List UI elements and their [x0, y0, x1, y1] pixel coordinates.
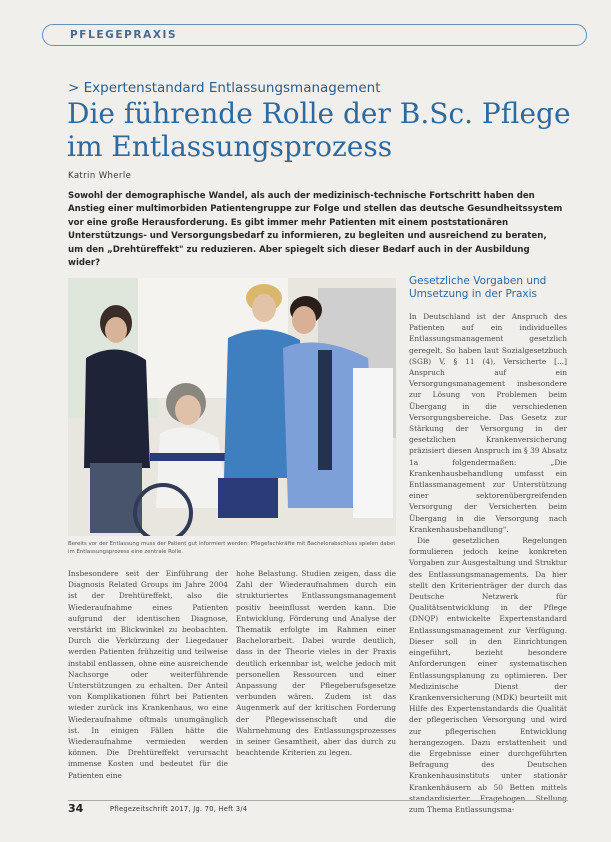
photo-illustration [68, 278, 396, 536]
page-number: 34 [68, 802, 84, 815]
body-paragraph: In Deutschland ist der Anspruch des Patienten auf ein individuelles Entlassungsmanagement gesetzlich geregelt. So haben laut Sozialgesetzbuch (SGB) V, § 11 (4), Versicherte [...] Anspruch auf ein Versorgungsmanagement insbesondere zur Lösung von Problemen beim Übergang in die verschiedenen Versorgungsbereiche. Das Gesetz zur Stärkung der Versorgung in der gesetzlichen Krankenversicherung präzisiert diesen Anspruch im § 39 Absatz 1a folgendermaßen: „Die Krankenhausbehandlung umfasst ein Entlassmanagement zur Unterstützung einer sektorenübergreifenden Versorgung der Versicherten beim Übergang in die Versorgung nach Krankenhausbehandlung". [409, 312, 567, 534]
article-kicker: > Expertenstandard Entlassungsmanagement [68, 80, 381, 96]
article-author: Katrin Wherle [68, 171, 132, 181]
journal-citation: Pflegezeitschrift 2017, Jg. 70, Heft 3/4 [110, 805, 248, 813]
article-photo [68, 278, 396, 536]
body-paragraph: hohe Belastung. Studien zeigen, dass die Zahl der Wiederaufnahmen durch ein strukturiertes Entlassungsmanagement positiv beeinflusst werden kann. Die Entwicklung, Förderung und Analyse der Thematik erfolgte im Rahmen einer Bachelorarbeit. Dabei wurde deutlich, dass in der Theorie vieles in der Praxis deutlich erkennbar ist, welche jedoch mit personellen Ressourcen und einer Anpassung der Pflegeberufsgesetze verbunden wären. Zudem ist das Augenmerk auf der kritischen Forderung der Pflegewissenschaft und die Wahrnehmung des Entlassungsprozesses in seiner Gesamtheit, aber das durch zu beachtende Kriterien zu legen. [236, 569, 396, 758]
article-title: Die führende Rolle der B.Sc. Pflege im Entlassungsprozess [67, 97, 571, 163]
body-paragraph: Die gesetzlichen Regelungen formulieren jedoch keine konkreten Vorgaben zur Ausgestaltung und Struktur des Entlassungsmanagements. Da hier stellt den Kriterienträger der durch das Deutsche Netzwerk für Qualitätsentwicklung in der Pflege (DNQP) entwickelte Expertenstandard Entlassungsmanagement zur Verfügung. Dieser soll in den Einrichtungen eingeführt, bezieht besondere Anforderungen einer systematischen Entlassungsplanung zu optimieren. Der Medizinische Dienst der Krankenversicherung (MDK) beurteilt mit Hilfe des Expertenstandards die Qualität der pflegerischen Versorgung und wird zur pflegerischen Entwicklung herangezogen. Dazu erstattenheit und die Ergebnisse einer durchgeführten Befragung des Deutschen Krankenhausinstituts unter stationär Krankenhäusern ab 50 Betten mittels standardisierter Fragebogen Stellung zum Thema Entlassungsma- [409, 536, 567, 814]
body-column-2 [236, 568, 396, 758]
section-label: PFLEGEPRAXIS [70, 29, 178, 41]
section-subheading: Gesetzliche Vorgaben und Umsetzung in der Praxis [409, 275, 547, 300]
body-column-3 [409, 311, 567, 815]
article-lead: Sowohl der demographische Wandel, als auch der medizinisch-technische Fortschritt haben den Anstieg einer multimorbiden Patientengruppe zur Folge und stellen das deutsche Gesundheitssystem vor eine große Herausforderung. Es gibt immer mehr Patienten mit einem poststationären Unterstützungs- und Versorgungsbedarf zu informieren, zu begleiten und ausreichend zu beraten, um den „Drehtüreffekt" zu reduzieren. Aber spiegelt sich dieser Bedarf auch in der Ausbildung wider? [68, 191, 563, 269]
footer-rule [68, 800, 568, 801]
body-column-1 [68, 568, 228, 781]
photo-caption: Bereits vor der Entlassung muss der Patient gut informiert werden: Pflegefachkräfte mit Bachelorabschluss spielen dabei im Entlassungsprozess eine zentrale Rolle. [68, 541, 395, 555]
body-paragraph: Insbesondere seit der Einführung der Diagnosis Related Groups im Jahre 2004 ist der Drehtüreffekt, also die Wiederaufnahme eines Patienten aufgrund der identischen Diagnose, verstärkt im Blickwinkel zu beobachten. Durch die Verkürzung der Liegedauer werden Patienten frühzeitig und teilweise instabil entlassen, ohne eine ausreichende Nachsorge oder weiterführende Unterstützungen zu erhalten. Der Anteil von Komplikationen führt bei Patienten wieder zurück ins Krankenhaus, wo eine Wiederaufnahme oftmals unumgänglich ist. In einigen Fällen hätte die Wiederaufnahme vermieden werden können. Die Drehtüreffekt verursacht immense Kosten und bedeutet für die Patienten eine [68, 569, 228, 780]
